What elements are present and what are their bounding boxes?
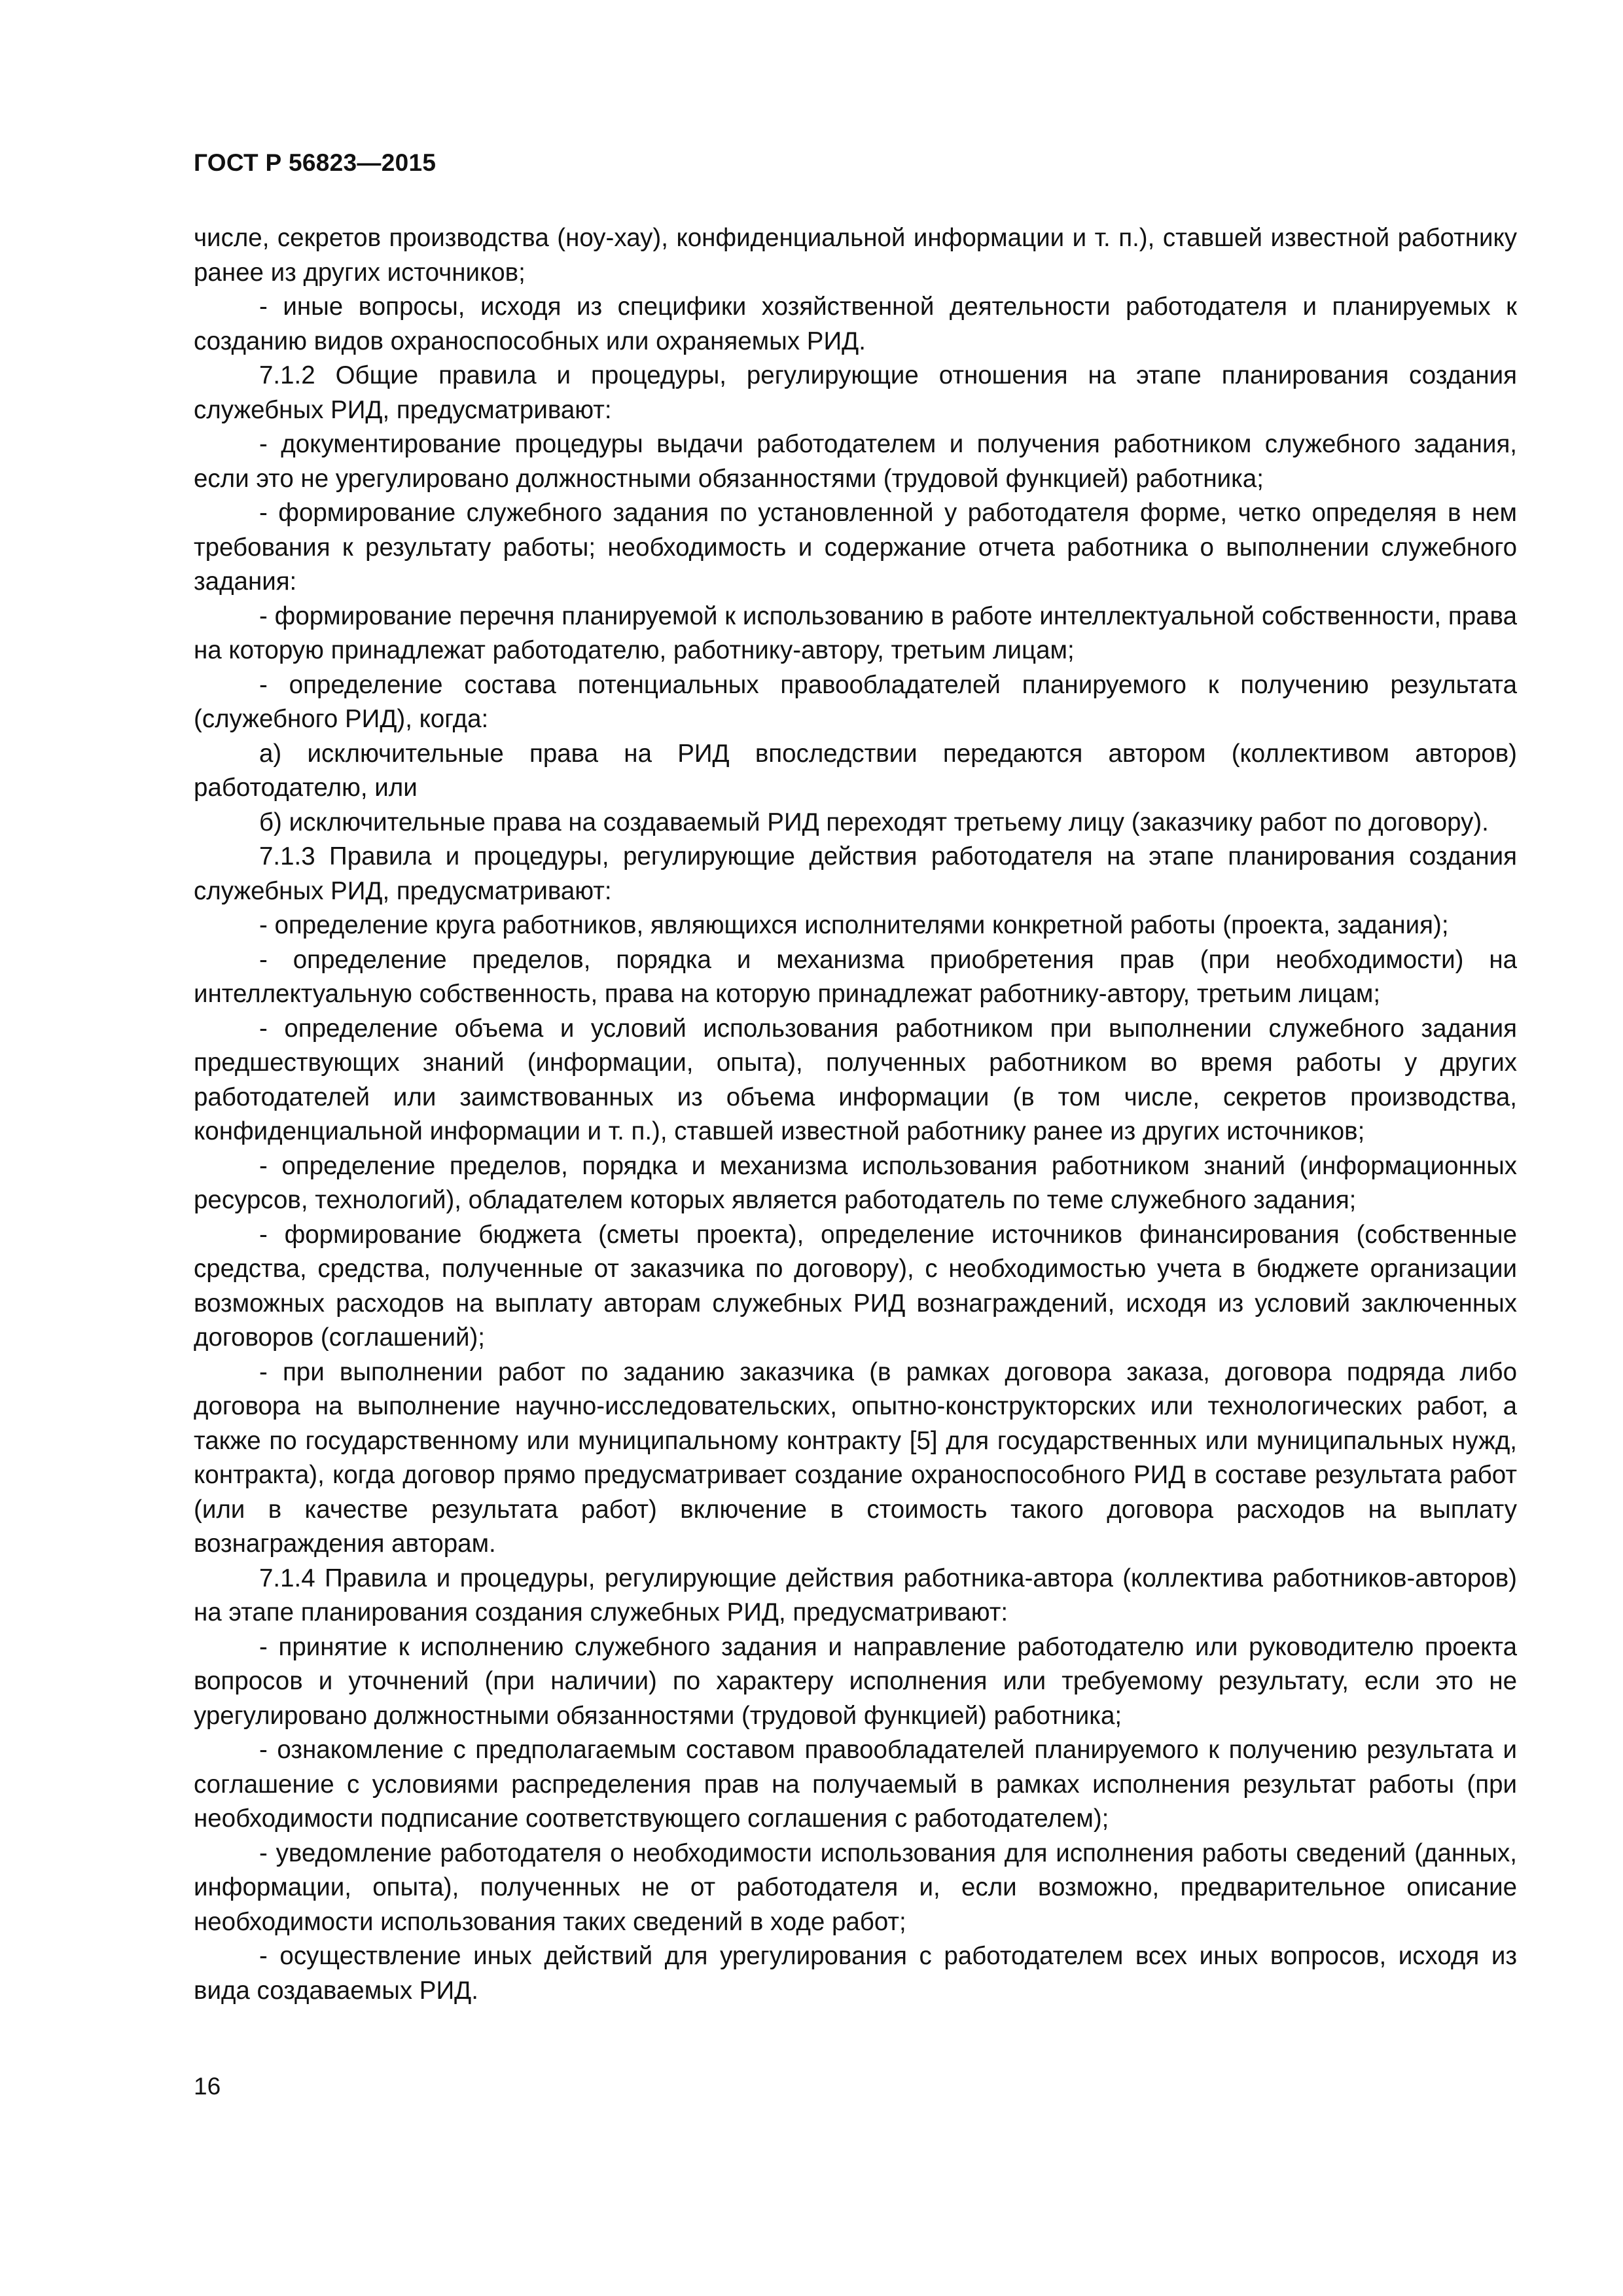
paragraph: - определение состава потенциальных правообладателей планируемого к получению результата (служебного РИД), когда: xyxy=(194,670,1517,733)
paragraph: - ознакомление с предполагаемым составом правообладателей планируемого к получению результата и соглашение с условиями распределения прав на получаемый в рамках исполнения результат работы (при необходимости подписание соответствующего соглашения с работодателем); xyxy=(194,1736,1517,1833)
paragraph: - определение пределов, порядка и механизма приобретения прав (при необходимости) на интеллектуальную собственность, права на которую принадлежат работнику-автору, третьим лицам; xyxy=(194,945,1517,1008)
paragraph: 7.1.2 Общие правила и процедуры, регулирующие отношения на этапе планирования создания служебных РИД, предусматривают: xyxy=(194,361,1517,424)
paragraph: - при выполнении работ по заданию заказчика (в рамках договора заказа, договора подряда либо договора на выполнение научно-исследовательских, опытно-конструкторских или технологических работ, а также по государственному или муниципальному контракту [5] для государственных или муниципальных нужд, контракта), когда договор прямо предусматривает создание охраноспособного РИД в составе результата работ (или в качестве результата работ) включение в стоимость такого договора расходов на выплату вознаграждения авторам. xyxy=(194,1357,1517,1558)
paragraph: - иные вопросы, исходя из специфики хозяйственной деятельности работодателя и планируемых к созданию видов охраноспособных или охраняемых РИД. xyxy=(194,293,1517,355)
paragraph: - формирование бюджета (сметы проекта), определение источников финансирования (собственные средства, средства, полученные от заказчика по договору), с необходимостью учета в бюджете организации возможных расходов на выплату авторам служебных РИД вознаграждений, исходя из условий заключенных договоров (соглашений); xyxy=(194,1220,1517,1352)
paragraph: - принятие к исполнению служебного задания и направление работодателю или руководителю проекта вопросов и уточнений (при наличии) по характеру исполнения или требуемому результату, если это не урегулировано должностными обязанностями (трудовой функцией) работника; xyxy=(194,1632,1517,1730)
paragraph: - документирование процедуры выдачи работодателем и получения работником служебного задания, если это не урегулировано должностными обязанностями (трудовой функцией) работника; xyxy=(194,430,1517,493)
document-header: ГОСТ Р 56823—2015 xyxy=(194,149,437,176)
paragraph: - определение объема и условий использования работником при выполнении служебного задания предшествующих знаний (информации, опыта), полученных работником во время работы у других работодателей или заимствованных из объема информации (в том числе, секретов производства, конфиденциальной информации и т. п.), ставшей известной работнику ранее из других источников; xyxy=(194,1014,1517,1145)
paragraph: 7.1.3 Правила и процедуры, регулирующие действия работодателя на этапе планирования создания служебных РИД, предусматривают: xyxy=(194,842,1517,905)
page-number: 16 xyxy=(194,2073,221,2100)
paragraph: - определение пределов, порядка и механизма использования работником знаний (информационных ресурсов, технологий), обладателем которых является работодатель по теме служебного задания; xyxy=(194,1151,1517,1214)
paragraph: 7.1.4 Правила и процедуры, регулирующие действия работника-автора (коллектива работников-авторов) на этапе планирования создания служебных РИД, предусматривают: xyxy=(194,1564,1517,1626)
paragraph: - формирование служебного задания по установленной у работодателя форме, четко определяя в нем требования к результату работы; необходимость и содержание отчета работника о выполнении служебного задания: xyxy=(194,499,1517,596)
paragraph: - осуществление иных действий для урегулирования с работодателем всех иных вопросов, исходя из вида создаваемых РИД. xyxy=(194,1942,1517,2005)
paragraph: а) исключительные права на РИД впоследствии передаются автором (коллективом авторов) работодателю, или xyxy=(194,739,1517,802)
paragraph: - определение круга работников, являющихся исполнителями конкретной работы (проекта, задания); xyxy=(259,911,1449,939)
paragraph: числе, секретов производства (ноу-хау), конфиденциальной информации и т. п.), ставшей известной работнику ранее из других источников; xyxy=(194,224,1517,287)
paragraph: - формирование перечня планируемой к использованию в работе интеллектуальной собственности, права на которую принадлежат работодателю, работнику-автору, третьим лицам; xyxy=(194,601,1517,664)
paragraph: б) исключительные права на создаваемый РИД переходят третьему лицу (заказчику работ по договору). xyxy=(259,808,1489,836)
paragraph: - уведомление работодателя о необходимости использования для исполнения работы сведений (данных, информации, опыта), полученных не от работодателя и, если возможно, предварительное описание необходимости использования таких сведений в ходе работ; xyxy=(194,1839,1517,1936)
document-body xyxy=(194,221,1517,2008)
